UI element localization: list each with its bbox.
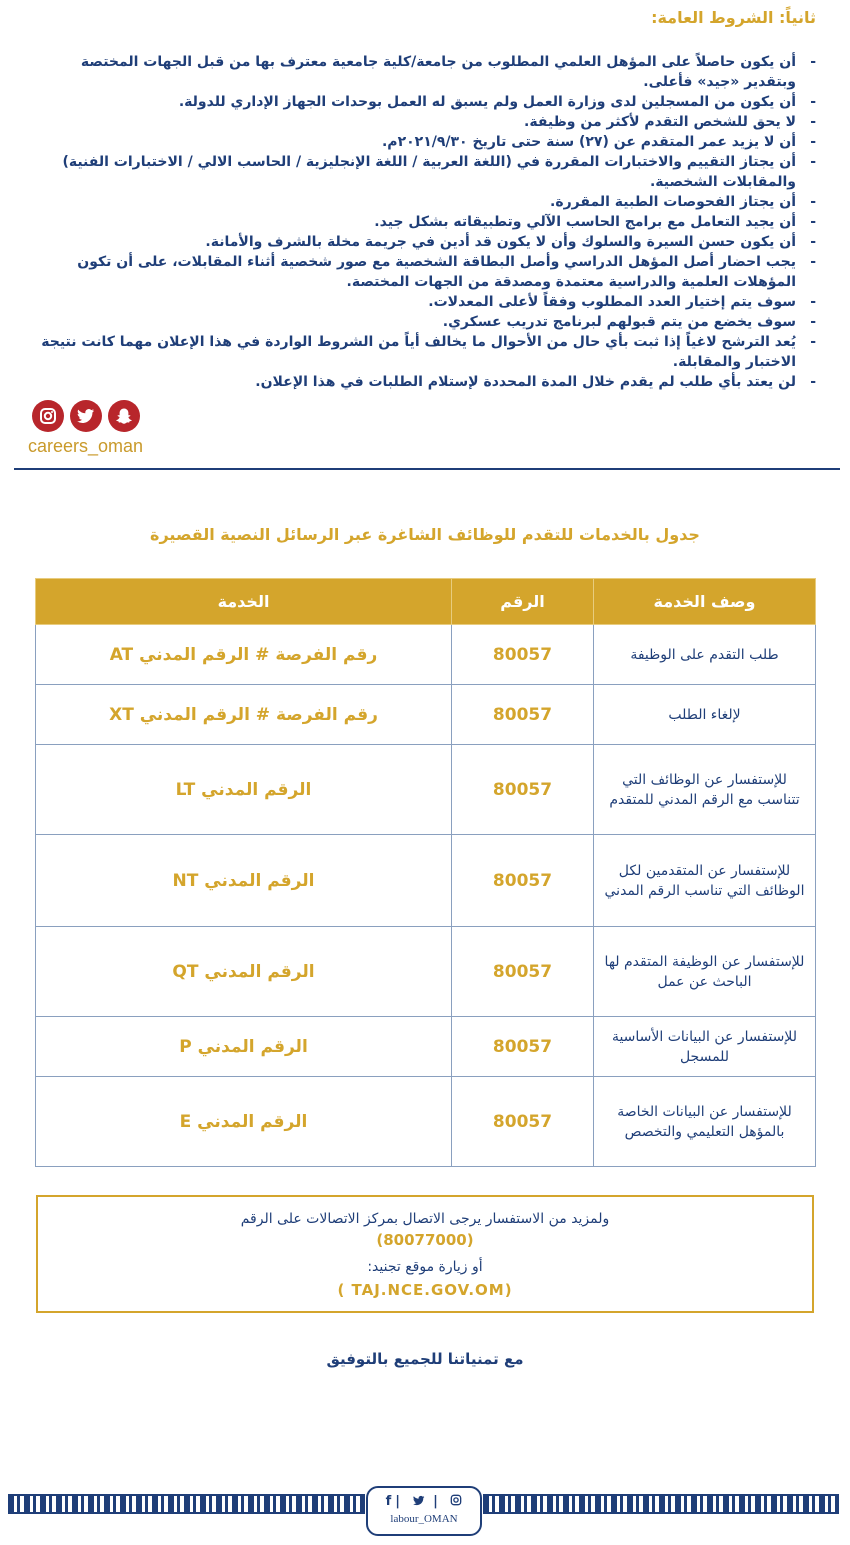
row-service-code: رقم الفرصة # الرقم المدني AT — [36, 625, 452, 685]
footer-badge: f| | labour_OMAN — [366, 1486, 482, 1536]
table-row — [36, 927, 816, 1017]
condition-item: - سوف يتم إختيار العدد المطلوب وفقاً لأعلى المعدلات. — [30, 292, 820, 312]
row-number: 80057 — [452, 835, 594, 927]
condition-item: - يُعد الترشح لاغياً إذا ثبت بأي حال من الأحوال ما يخالف أياً من الشروط الواردة في هذا الإعلان مهما كانت نتيجة الاختبار والمقابلة. — [30, 332, 820, 372]
table-header-row — [36, 579, 816, 625]
table-row — [36, 625, 816, 685]
row-description: للإستفسار عن البيانات الأساسية للمسجل — [594, 1017, 816, 1077]
condition-item: - أن يجتاز الفحوصات الطبية المقررة. — [30, 192, 820, 212]
row-description: للإستفسار عن البيانات الخاصة بالمؤهل التعليمي والتخصص — [594, 1077, 816, 1167]
twitter-icon[interactable] — [404, 1494, 433, 1509]
table-row — [36, 745, 816, 835]
table-row — [36, 685, 816, 745]
services-table-title: جدول بالخدمات للتقدم للوظائف الشاغرة عبر الرسائل النصية القصيرة — [150, 525, 700, 544]
condition-item: - أن يكون حسن السيرة والسلوك وأن لا يكون قد أدين في جريمة مخلة بالشرف والأمانة. — [30, 232, 820, 252]
conditions-title: ثانياً: الشروط العامة: — [651, 8, 816, 27]
condition-item: - أن لا يزيد عمر المتقدم عن (٢٧) سنة حتى تاريخ ٢٠٢١/٩/٣٠م. — [30, 132, 820, 152]
condition-item: - أن يكون من المسجلين لدى وزارة العمل ولم يسبق له العمل بوحدات الجهاز الإداري للدولة. — [30, 92, 820, 112]
snapchat-icon[interactable] — [108, 400, 140, 432]
facebook-icon[interactable]: f — [385, 1494, 396, 1509]
header-description: وصف الخدمة — [594, 579, 816, 625]
services-table — [35, 578, 816, 1167]
row-number: 80057 — [452, 685, 594, 745]
contact-phone: (80077000) — [376, 1231, 474, 1249]
header-service: الخدمة — [36, 579, 452, 625]
table-row — [36, 835, 816, 927]
instagram-icon[interactable] — [32, 400, 64, 432]
table-row — [36, 1077, 816, 1167]
conditions-list — [30, 52, 820, 392]
header-number: الرقم — [452, 579, 594, 625]
row-number: 80057 — [452, 927, 594, 1017]
row-number: 80057 — [452, 1017, 594, 1077]
row-service-code: رقم الفرصة # الرقم المدني XT — [36, 685, 452, 745]
contact-box — [36, 1195, 814, 1313]
careers-handle: careers_oman — [28, 436, 144, 456]
condition-item: - أن يجيد التعامل مع برامج الحاسب الآلي وتطبيقاته بشكل جيد. — [30, 212, 820, 232]
twitter-icon[interactable] — [70, 400, 102, 432]
row-service-code: الرقم المدني QT — [36, 927, 452, 1017]
row-number: 80057 — [452, 1077, 594, 1167]
condition-item: - لن يعتد بأي طلب لم يقدم خلال المدة المحددة لإستلام الطلبات في هذا الإعلان. — [30, 372, 820, 392]
condition-item: - أن يجتاز التقييم والاختبارات المقررة في (اللغة العربية / اللغة الإنجليزية / الحاسب الالي / الاختبارات الفنية) والمقابلات الشخصية. — [30, 152, 820, 192]
row-description: للإستفسار عن الوظائف التي تتناسب مع الرقم المدني للمتقدم — [594, 745, 816, 835]
footer-pattern-right — [483, 1494, 839, 1514]
condition-item: - أن يكون حاصلاً على المؤهل العلمي المطلوب من جامعة/كلية جامعية معترف بها من قبل الجهات المختصة وبتقدير «جيد» فأعلى. — [30, 52, 820, 92]
row-service-code: الرقم المدني E — [36, 1077, 452, 1167]
condition-item: - يجب احضار أصل المؤهل الدراسي وأصل البطاقة الشخصية مع صور شخصية أثناء المقابلات، على أن تكون المؤهلات العلمية والدراسية معتمدة ومصدقة من الجهات المختصة. — [30, 252, 820, 292]
row-service-code: الرقم المدني P — [36, 1017, 452, 1077]
footer-pattern-left — [8, 1494, 365, 1514]
row-description: طلب التقدم على الوظيفة — [594, 625, 816, 685]
closing-message: مع تمنياتنا للجميع بالتوفيق — [326, 1350, 524, 1368]
divider — [14, 468, 840, 470]
table-row — [36, 1017, 816, 1077]
row-service-code: الرقم المدني NT — [36, 835, 452, 927]
contact-text: ولمزيد من الاستفسار يرجى الاتصال بمركز الاتصالات على الرقم — [240, 1211, 610, 1227]
condition-item: - لا يحق للشخص التقدم لأكثر من وظيفة. — [30, 112, 820, 132]
row-number: 80057 — [452, 625, 594, 685]
row-service-code: الرقم المدني LT — [36, 745, 452, 835]
row-number: 80057 — [452, 745, 594, 835]
row-description: لإلغاء الطلب — [594, 685, 816, 745]
website-link[interactable]: ( TAJ.NCE.GOV.OM) — [337, 1281, 513, 1299]
condition-item: - سوف يخضع من يتم قبولهم لبرنامج تدريب عسكري. — [30, 312, 820, 332]
instagram-icon[interactable] — [442, 1494, 463, 1509]
visit-text: أو زيارة موقع تجنيد: — [367, 1259, 483, 1275]
social-icons — [32, 400, 140, 432]
row-description: للإستفسار عن المتقدمين لكل الوظائف التي تناسب الرقم المدني — [594, 835, 816, 927]
labour-handle: labour_OMAN — [390, 1513, 458, 1525]
row-description: للإستفسار عن الوظيفة المتقدم لها الباحث عن عمل — [594, 927, 816, 1017]
